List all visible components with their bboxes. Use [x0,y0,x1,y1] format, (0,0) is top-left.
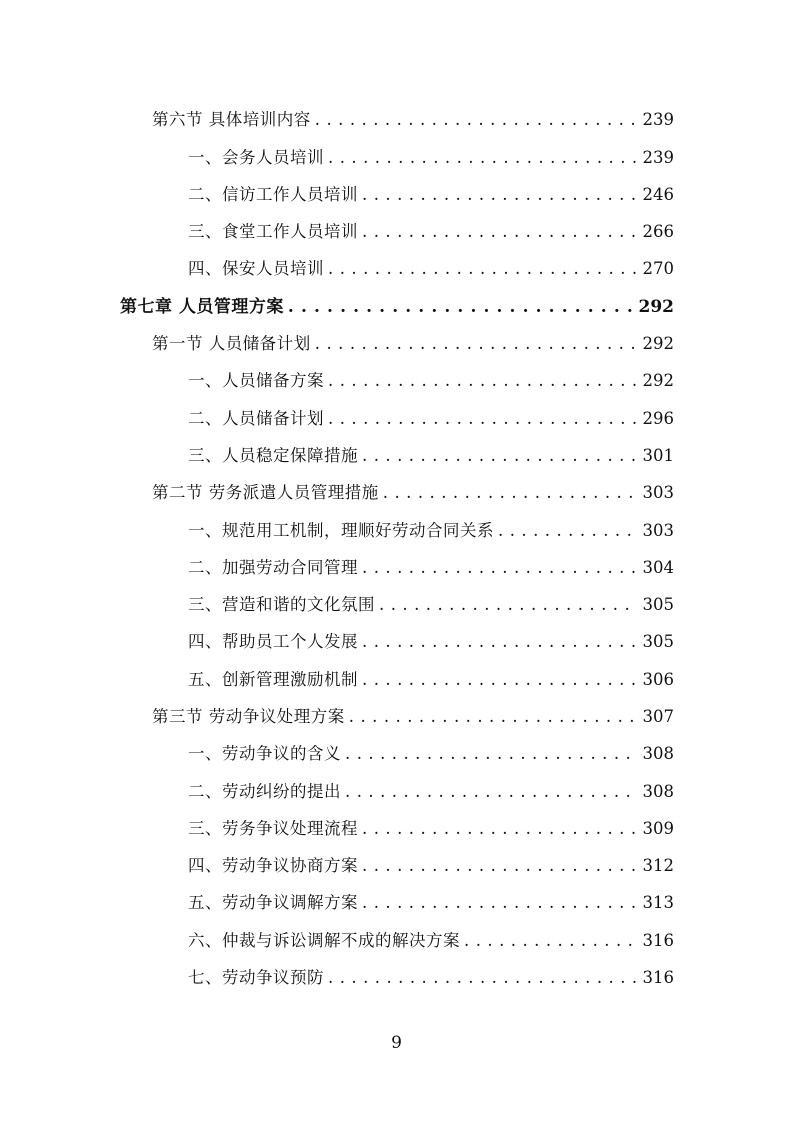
toc-entry-page: 316 [642,968,674,987]
toc-entry-page: 266 [642,222,674,241]
toc-entry-page: 296 [642,409,674,428]
toc-entry-page: 305 [642,595,674,614]
toc-dot-leader [362,630,637,654]
toc-entry-page: 308 [642,782,674,801]
toc-entry-title: 第三节 劳动争议处理方案 [152,707,345,726]
toc-entry-page: 313 [642,893,674,912]
toc-entry-title: 七、劳动争议预防 [188,968,324,987]
toc-dot-leader [315,332,637,356]
toc-entry-page: 292 [638,297,674,317]
toc-entry[interactable] [188,668,674,692]
toc-entry-page: 246 [642,185,674,204]
toc-entry-title: 四、保安人员培训 [188,259,324,278]
toc-entry[interactable] [188,519,674,543]
toc-entry-title: 五、劳动争议调解方案 [188,893,358,912]
toc-dot-leader [328,146,637,170]
toc-entry-title: 二、加强劳动合同管理 [188,558,358,577]
toc-dot-leader [328,369,637,393]
toc-entry-page: 316 [642,931,674,950]
toc-entry[interactable] [188,817,674,841]
toc-entry[interactable] [188,966,674,990]
toc-dot-leader [498,519,637,543]
toc-dot-leader [315,108,637,132]
toc-entry-title: 二、人员储备计划 [188,409,324,428]
toc-entry-page: 312 [642,856,674,875]
toc-entry-page: 239 [642,110,674,129]
toc-entry[interactable] [188,444,674,468]
toc-entry[interactable] [188,891,674,915]
toc-entry-title: 第二节 劳务派遣人员管理措施 [152,483,379,502]
toc-entry[interactable] [188,257,674,281]
toc-entry[interactable] [152,108,674,132]
toc-dot-leader [345,780,637,804]
toc-dot-leader [288,295,633,319]
toc-entry-title: 六、仲裁与诉讼调解不成的解决方案 [188,931,460,950]
toc-entry-page: 292 [642,334,674,353]
toc-entry[interactable] [188,407,674,431]
toc-entry-page: 309 [642,819,674,838]
toc-entry[interactable] [188,742,674,766]
toc-dot-leader [328,257,637,281]
toc-entry-page: 292 [642,371,674,390]
toc-entry-title: 二、劳动纠纷的提出 [188,782,341,801]
toc-entry-title: 三、营造和谐的文化氛围 [188,595,375,614]
toc-entry[interactable] [188,780,674,804]
toc-entry-page: 301 [642,446,674,465]
toc-dot-leader [464,929,637,953]
toc-dot-leader [362,220,637,244]
toc-entry[interactable] [188,369,674,393]
toc-entry-page: 305 [642,632,674,651]
toc-dot-leader [362,183,637,207]
toc-dot-leader [328,407,637,431]
toc-entry[interactable] [188,146,674,170]
toc-entry-title: 第六节 具体培训内容 [152,110,311,129]
toc-entry[interactable] [188,220,674,244]
toc-chapter-entry[interactable] [120,295,674,319]
toc-entry-page: 308 [642,744,674,763]
toc-dot-leader [362,854,637,878]
toc-entry-title: 一、人员储备方案 [188,371,324,390]
toc-entry-title: 一、会务人员培训 [188,148,324,167]
toc-entry-title: 一、规范用工机制，理顺好劳动合同关系 [188,521,494,540]
toc-entry[interactable] [188,556,674,580]
toc-entry-title: 五、创新管理激励机制 [188,670,358,689]
toc-entry-title: 三、食堂工作人员培训 [188,222,358,241]
toc-entry-page: 270 [642,259,674,278]
toc-dot-leader [379,593,637,617]
toc-entry[interactable] [188,929,674,953]
toc-dot-leader [362,556,637,580]
toc-entry-title: 三、劳务争议处理流程 [188,819,358,838]
toc-dot-leader [345,742,637,766]
toc-entry-title: 一、劳动争议的含义 [188,744,341,763]
toc-entry-page: 304 [642,558,674,577]
toc-entry-title: 四、劳动争议协商方案 [188,856,358,875]
toc-entry-title: 二、信访工作人员培训 [188,185,358,204]
toc-entry-title: 四、帮助员工个人发展 [188,632,358,651]
toc-entry[interactable] [152,481,674,505]
toc-dot-leader [362,668,637,692]
toc-entry-page: 307 [642,707,674,726]
toc-dot-leader [349,705,637,729]
toc-dot-leader [362,891,637,915]
toc-entry-page: 306 [642,670,674,689]
toc-entry[interactable] [188,183,674,207]
toc-entry[interactable] [152,705,674,729]
toc-dot-leader [383,481,637,505]
toc-dot-leader [362,817,637,841]
toc-entry-page: 303 [642,483,674,502]
toc-entry-title: 第一节 人员储备计划 [152,334,311,353]
toc-entry[interactable] [188,593,674,617]
toc-entry[interactable] [188,630,674,654]
page-number: 9 [391,1033,402,1053]
toc-dot-leader [362,444,637,468]
toc-entry-title: 三、人员稳定保障措施 [188,446,358,465]
toc-entry[interactable] [188,854,674,878]
toc-entry-page: 303 [642,521,674,540]
toc-entry[interactable] [152,332,674,356]
toc-entry-page: 239 [642,148,674,167]
toc-dot-leader [328,966,637,990]
toc-entry-title: 第七章 人员管理方案 [120,297,284,317]
